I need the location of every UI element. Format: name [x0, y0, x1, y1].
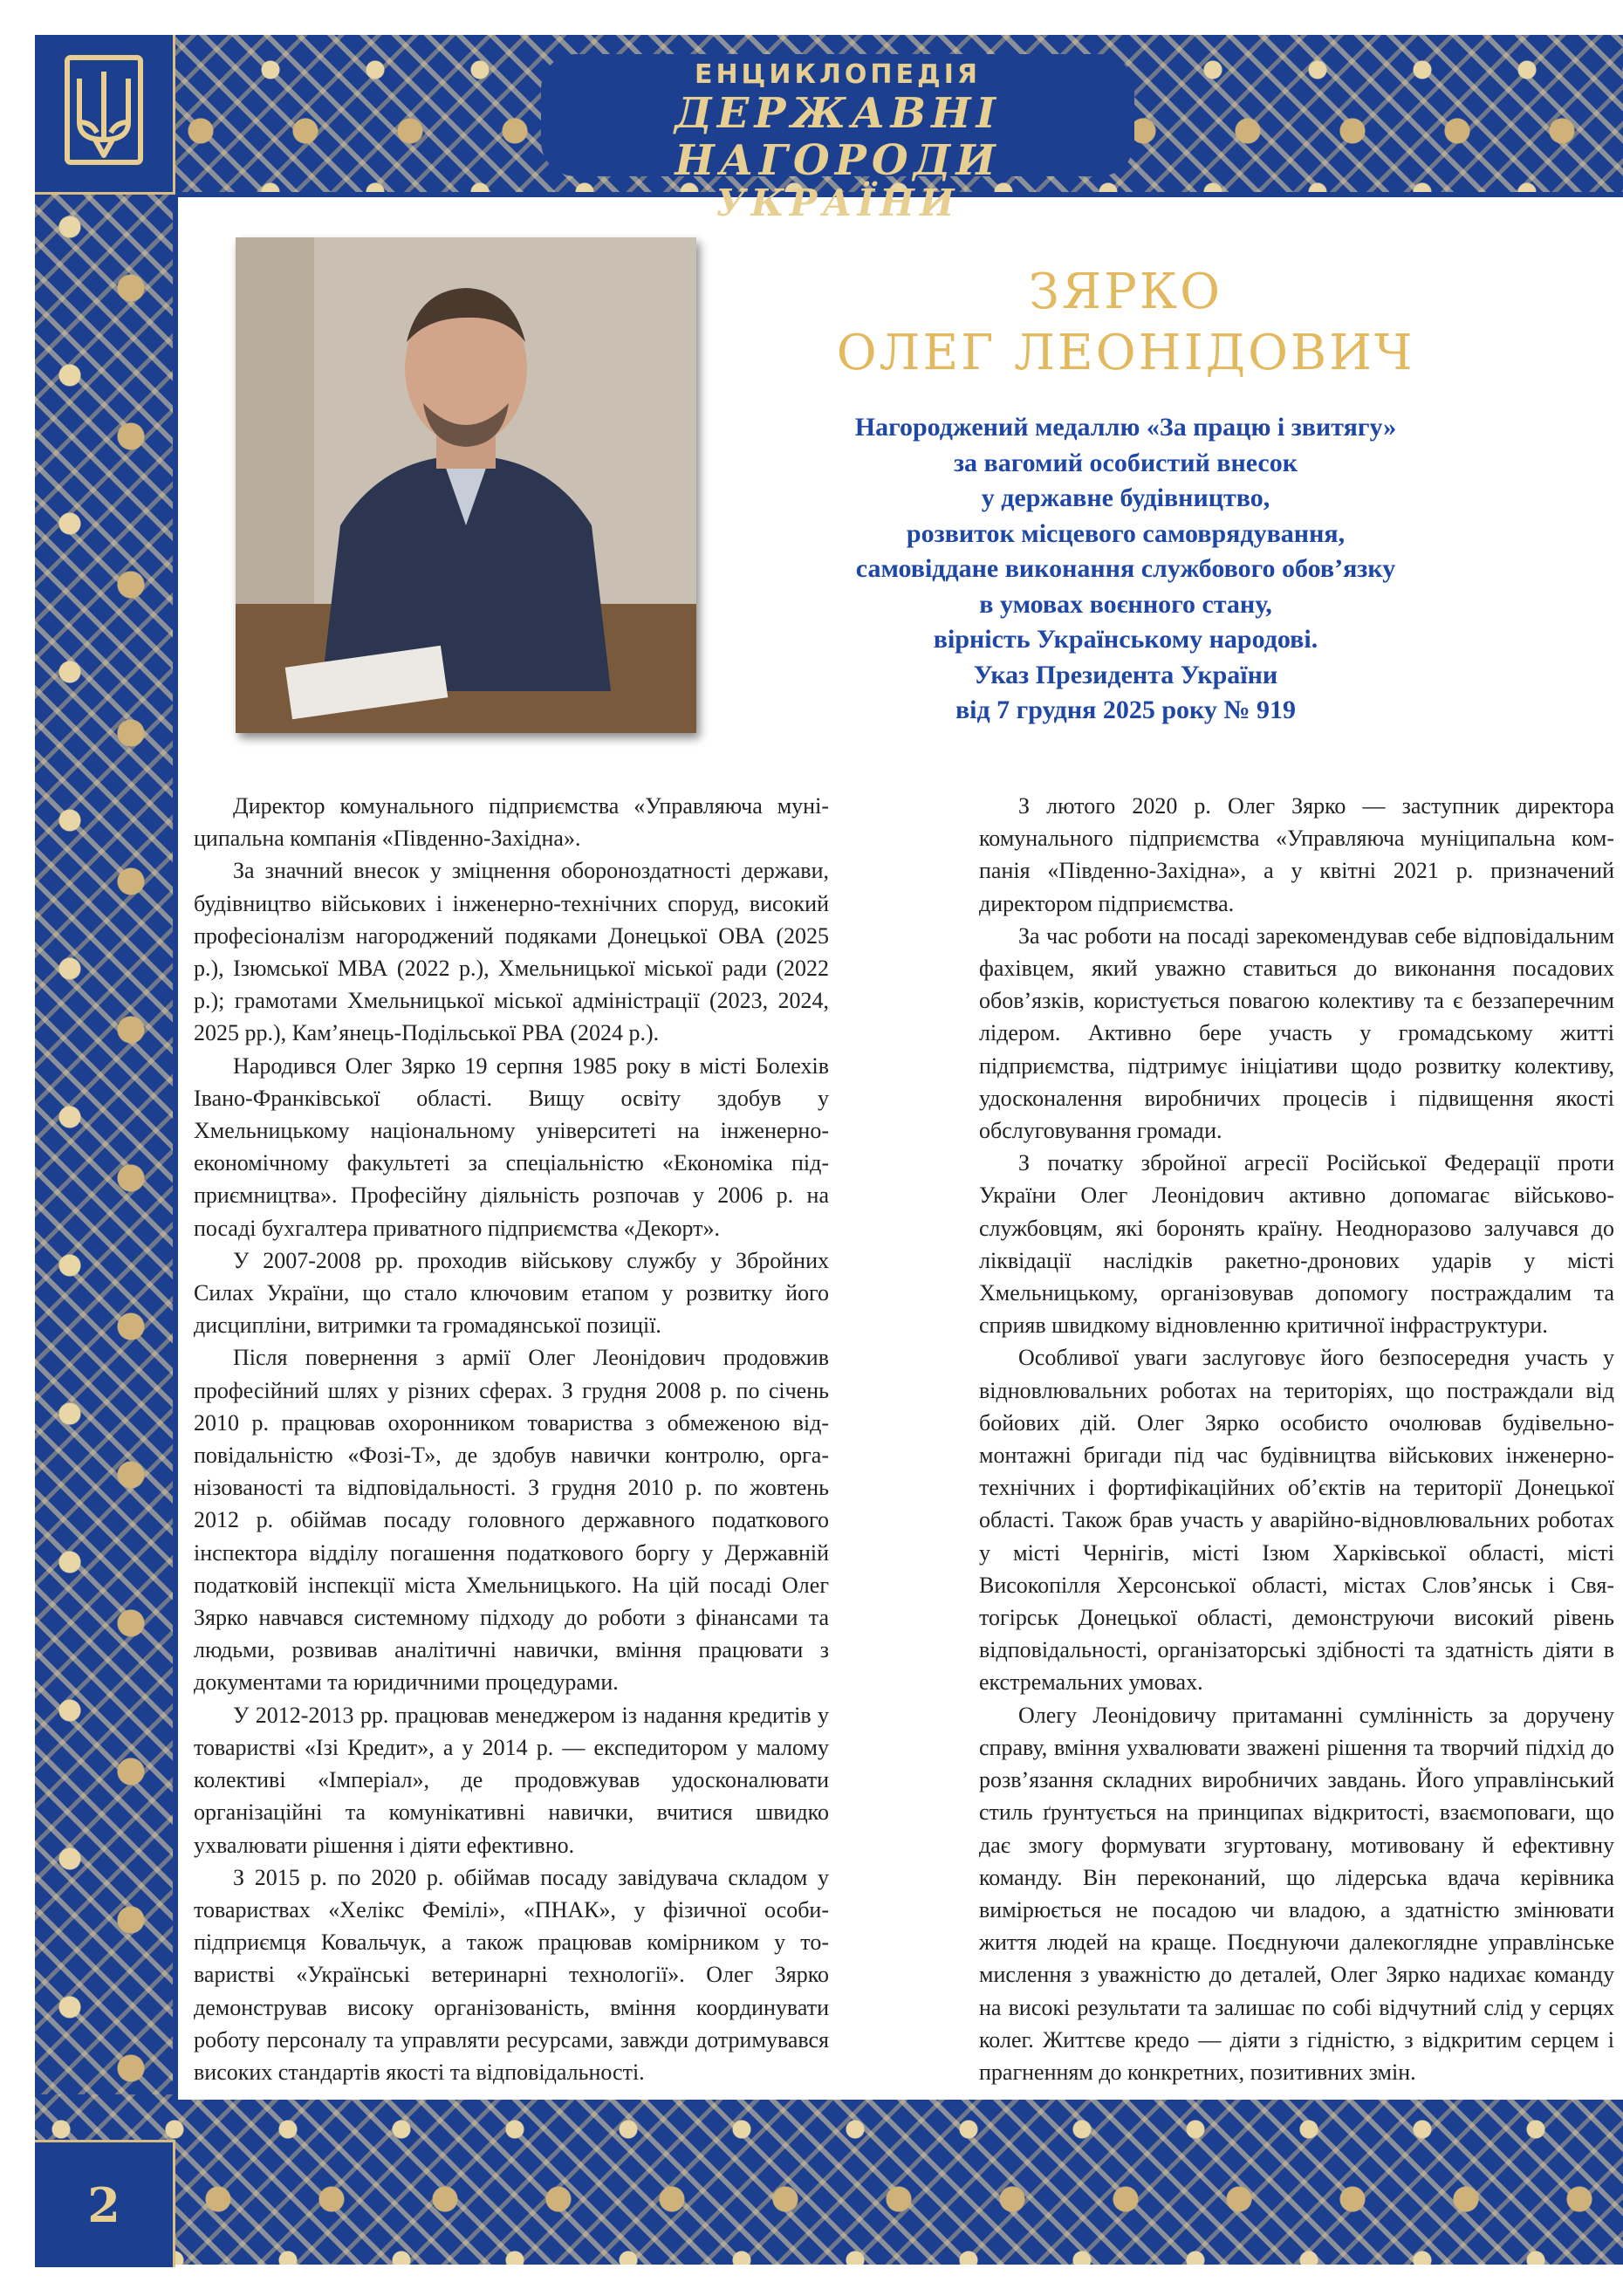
- emblem-box: [35, 35, 175, 195]
- award-line: розвиток місцевого самоврядування,: [906, 518, 1346, 548]
- person-surname: ЗЯРКО: [1028, 264, 1223, 320]
- header-line-2: ДЕРЖАВНІ НАГОРОДИ: [675, 89, 1001, 185]
- award-line: Указ Президента України: [973, 660, 1278, 689]
- paragraph: У 2007-2008 рр. проходив військову службу у Збройних Силах України, що стало ключовим етапом у розвитку його дисципліни, витримки та громадянської позиції.: [194, 1247, 829, 1339]
- body-text: [194, 790, 1614, 2088]
- ornament-frame-bottom: [35, 2094, 1623, 2265]
- award-line: самовіддане виконання службового обов’язку: [855, 554, 1396, 583]
- paragraph: Народився Олег Зярко 19 серпня 1985 року в місті Болехів Івано-Франківської області. Вищу освіту здобув у Хмельницькому національному університеті на інженерно-економічному факультеті за спеціальністю «Економіка підприємництва». Професійну діяльність розпочав у 2006 р. на посаді бухгалтера приватного підприємства «Декорт».: [194, 1052, 829, 1241]
- right-column: [979, 790, 1614, 2088]
- page-number-box: [35, 2140, 175, 2267]
- award-line: від 7 грудня 2025 року № 919: [955, 696, 1297, 724]
- paragraph: З початку збройної агресії Російської Федерації проти України Олег Леонідович активно допомагає військовослужбовцям, які боронять країну. Неодноразово залучався до ліквідації наслідків ракетно-дронових ударів у місті Хмельницькому, організовував допомогу постраждалим та сприяв швидкому відновленню критичної інфраструктури.: [979, 1150, 1614, 1339]
- portrait-illustration: [236, 237, 696, 733]
- award-line: за вагомий особистий внесок: [953, 448, 1298, 477]
- paragraph: За значний внесок у зміцнення обороноздатності держави, будівництво військових і інженерно-технічних споруд, високий професіоналізм нагороджений подяками Донецької ОВА (2025 р.), Ізюмської МВА (2022 р.), Хмельницької міської ради (2022 р.); грамотами Хмельницької міської адміністрації (2023, 2024, 2025 рр.), Кам’янець-Подільської РВА (2024 р.).: [194, 858, 829, 1046]
- paragraph: У 2012-2013 рр. працював менеджером із надання кредитів у товаристві «Ізі Кредит», а у 2014 р. — експедитором у малому колективі «Імперіал», де продовжував удосконалювати організаційні та комунікативні навички, вчитися швидко ухвалювати рішення і діяти ефективно.: [194, 1702, 829, 1858]
- award-line: Нагороджений медаллю «За працю і звитягу»: [854, 413, 1397, 442]
- person-name: ОЛЕГ ЛЕОНІДОВИЧ: [836, 325, 1415, 381]
- title-block: [733, 262, 1518, 729]
- paragraph: Особливої уваги заслуговує його безпосередня участь у відновлювальних роботах на територіях, що постраждали від бойових дій. Олег Зярко особисто очолював будівельно-монтажні бригади під час будівництва військових інженерно-технічних і фортифікаційних об’єктів на території Донецької області. Також брав участь у аварійно-відновлювальних роботах у місті Чернігів, місті Ізюм Харківської області, місті Високопілля Херсонської області, містах Слов’янськ і Святогірськ Донецької області, демонструючи високий рівень відповідальності, організаторські здібності та здатність діяти в екстремальних умовах.: [979, 1345, 1614, 1696]
- award-text: [733, 410, 1518, 729]
- award-line: в умовах воєнного стану,: [979, 589, 1272, 619]
- paragraph: Після повернення з армії Олег Леонідович продовжив професійний шлях у різних сферах. З грудня 2008 р. по січень 2010 р. працював охоронником товариства з обмеженою відповідальністю «Фозі-Т», де здобув навички контролю, організованості та відповідальності. З грудня 2010 р. по жовтень 2012 р. обіймав посаду головного державного податкового інспектора відділу погашення податкового боргу у Державній податковій інспекції міста Хмельницького. На цій посаді Олег Зярко навчався системному підходу до роботи з фінансами та людьми, розвивав аналітичні навички, вміння працювати з документами та юридичними процедурами.: [194, 1345, 829, 1696]
- paragraph: З 2015 р. по 2020 р. обіймав посаду завідувача складом у товариствах «Хелікс Фемілі», «ПНАК», у фізичної особи-підприємця Ковальчук, а також працював комірником у товаристві «Українські ветеринарні технології». Олег Зярко демонстрував високу організованість, вміння координувати роботу персоналу та управляти ресурсами, завжди дотримувався високих стандартів якості та відповідальності.: [194, 1864, 829, 2085]
- header-line-1: ЕНЦИКЛОПЕДІЯ: [694, 59, 982, 90]
- paragraph: З лютого 2020 р. Олег Зярко — заступник директора комунального підприємства «Управляюча муніципальна компанія «Південно-Західна», а у квітні 2021 р. призначений директором підприємства.: [979, 793, 1614, 916]
- trident-icon: [60, 52, 147, 175]
- paragraph: Директор комунального підприємства «Управляюча муніципальна компанія «Південно-Західна».: [194, 793, 829, 852]
- left-column: [194, 790, 829, 2088]
- encyclopedia-header: [541, 54, 1134, 224]
- header-line-3: УКРАЇНИ: [716, 182, 960, 224]
- award-line: вірність Українському народові.: [933, 625, 1318, 654]
- ornament-frame-left: [35, 35, 173, 2265]
- paragraph: За час роботи на посаді зарекомендував себе відповідальним фахівцем, який уважно ставиться до виконання посадових обов’язків, користується повагою колективу та є беззаперечним лідером. Активно бере участь у громадському житті підприємства, підтримує ініціативи щодо розвитку колективу, удосконалення виробничих процесів і підвищення якості обслуговування громади.: [979, 922, 1614, 1144]
- paragraph: Олегу Леонідовичу притаманні сумлінність за доручену справу, вміння ухвалювати зважені рішення та творчий підхід до розв’язання складних виробничих завдань. Його управлінський стиль ґрунтується на принципах відкритості, взаємоповаги, що дає змогу формувати згуртовану, мотивовану й ефективну команду. Він переконаний, що лідерська вдача керівника вимірюється не посадою чи владою, а здатністю змінювати життя людей на краще. Поєднуючи далекоглядне управлінське мислення з уважністю до деталей, Олег Зярко надихає команду на високі результати та залишає по собі відчутний слід у серцях колег. Життєве кредо — діяти з гідністю, з відкритим серцем і прагненням до конкретних, позитивних змін.: [979, 1702, 1614, 2085]
- portrait-photo: [236, 237, 696, 733]
- award-line: у державне будівництво,: [981, 483, 1270, 512]
- page-number: 2: [87, 2176, 120, 2233]
